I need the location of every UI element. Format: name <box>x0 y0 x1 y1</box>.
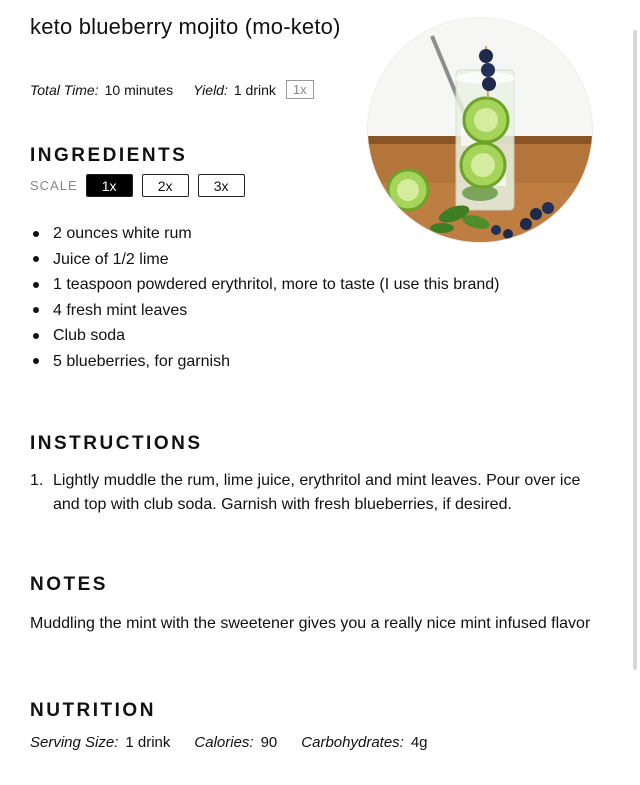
notes-heading: NOTES <box>30 574 108 595</box>
ingredient-item <box>30 323 499 349</box>
yield-label: Yield: <box>193 81 228 98</box>
recipe-meta <box>30 80 314 99</box>
ingredients-list <box>30 221 499 374</box>
ingredient-text: 5 blueberries, for garnish <box>53 352 230 370</box>
serving-size-value: 1 drink <box>125 734 171 751</box>
ingredients-heading: INGREDIENTS <box>30 145 188 166</box>
calories-value: 90 <box>260 734 278 751</box>
notes-text: Muddling the mint with the sweetener gives you a really nice mint infused flavor <box>30 615 591 632</box>
ingredient-text: Club soda <box>53 327 126 344</box>
instructions-heading: INSTRUCTIONS <box>30 433 203 454</box>
ingredient-item <box>30 221 499 247</box>
total-time-label: Total Time: <box>30 81 99 98</box>
bullet-icon <box>33 256 39 262</box>
recipe-photo <box>368 18 592 242</box>
scale-controls <box>30 174 254 197</box>
scale-3x-button[interactable]: 3x <box>198 174 245 197</box>
mojito-photo-illustration <box>368 18 592 242</box>
scrollbar[interactable] <box>633 30 637 670</box>
ingredient-item <box>30 298 499 324</box>
total-time-value: 10 minutes <box>104 81 174 98</box>
calories-label: Calories: <box>194 734 254 751</box>
ingredient-item <box>30 247 499 273</box>
ingredient-text: 2 ounces white rum <box>53 225 192 242</box>
bullet-icon <box>33 307 39 313</box>
ingredient-item <box>30 349 499 375</box>
carbohydrates-label: Carbohydrates: <box>301 734 404 751</box>
recipe-title: keto blueberry mojito (mo-keto) <box>30 14 341 39</box>
carbohydrates-value: 4g <box>410 734 428 751</box>
ingredient-text: Juice of 1/2 lime <box>53 250 169 268</box>
step-text: Lightly muddle the rum, lime juice, erythritol and mint leaves. Pour over ice and top with club soda. Garnish with fresh blueberries, if desired. <box>53 472 581 513</box>
ingredient-text: 1 teaspoon powdered erythritol, more to taste (I use this brand) <box>53 276 500 293</box>
scale-2x-button[interactable]: 2x <box>142 174 189 197</box>
scale-label: SCALE <box>30 178 78 193</box>
ingredient-text: 4 fresh mint leaves <box>53 301 188 319</box>
bullet-icon <box>33 282 39 288</box>
yield-value: 1 drink <box>233 81 276 98</box>
nutrition-facts <box>30 734 452 751</box>
bullet-icon <box>33 231 39 237</box>
scale-1x-button[interactable]: 1x <box>86 174 133 197</box>
bullet-icon <box>33 358 39 364</box>
ingredient-item <box>30 272 499 298</box>
yield-scale-button[interactable]: 1x <box>286 80 314 99</box>
bullet-icon <box>33 333 39 339</box>
step-number: 1. <box>30 472 44 489</box>
instruction-step <box>30 469 600 517</box>
nutrition-heading: NUTRITION <box>30 700 156 721</box>
serving-size-label: Serving Size: <box>30 734 119 751</box>
